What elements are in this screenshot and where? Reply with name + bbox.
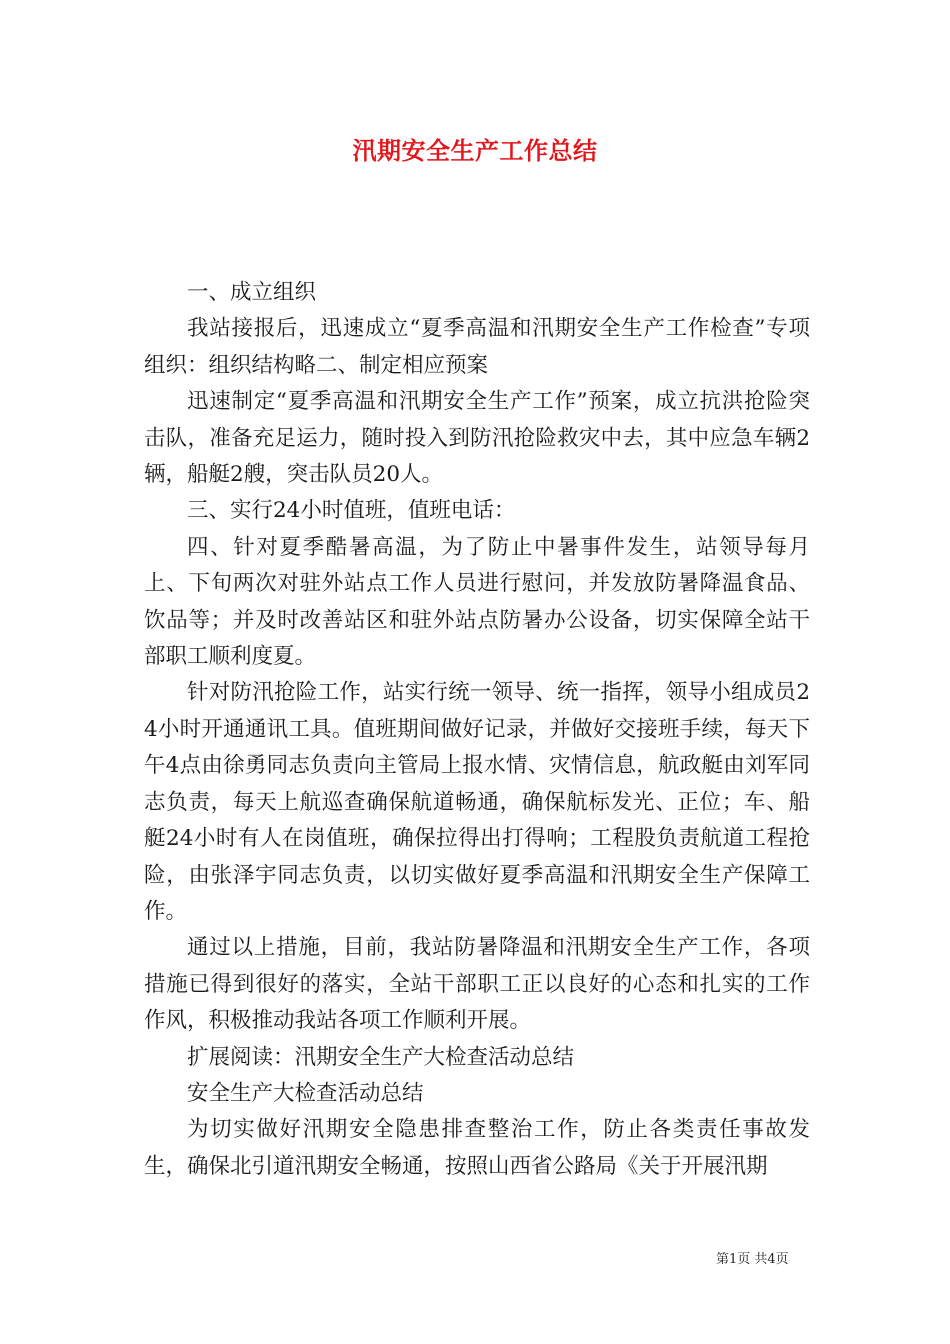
paragraph-10: 为切实做好汛期安全隐患排查整治工作，防止各类责任事故发生，确保北引道汛期安全畅通，按照山西省公路局《关于开展汛期	[144, 1117, 810, 1179]
paragraph-4: 三、实行24小时值班，值班电话：	[187, 498, 516, 524]
paragraph-8: 扩展阅读：汛期安全生产大检查活动总结	[187, 1044, 575, 1070]
paragraph-2: 我站接报后，迅速成立“夏季高温和汛期安全生产工作检查”专项组织：组织结构略二、制定相应预案	[144, 316, 810, 378]
paragraph-6: 针对防汛抢险工作，站实行统一领导、统一指挥，领导小组成员24小时开通通讯工具。值班期间做好记录，并做好交接班手续，每天下午4点由徐勇同志负责向主管局上报水情、灾情信息，航政艇由刘军同志负责，每天上航巡查确保航道畅通，确保航标发光、正位；车、船艇24小时有人在岗值班，确保拉得出打得响；工程股负责航道工程抢险，由张泽宇同志负责，以切实做好夏季高温和汛期安全生产保障工作。	[144, 680, 810, 924]
paragraph-9: 安全生产大检查活动总结	[187, 1080, 424, 1106]
document-body	[144, 275, 810, 1185]
paragraph-7: 通过以上措施，目前，我站防暑降温和汛期安全生产工作，各项措施已得到很好的落实，全站干部职工正以良好的心态和扎实的工作作风，积极推动我站各项工作顺利开展。	[144, 935, 810, 1034]
page-number: 第1页 共4页	[716, 1252, 789, 1267]
document-title: 汛期安全生产工作总结	[352, 136, 598, 165]
paragraph-5: 四、针对夏季酷暑高温，为了防止中暑事件发生，站领导每月上、下旬两次对驻外站点工作人员进行慰问，并发放防暑降温食品、饮品等；并及时改善站区和驻外站点防暑办公设备，切实保障全站干部职工顺利度夏。	[144, 534, 810, 670]
paragraph-3: 迅速制定“夏季高温和汛期安全生产工作”预案，成立抗洪抢险突击队，准备充足运力，随时投入到防汛抢险救灾中去，其中应急车辆2辆，船艇2艘，突击队员20人。	[144, 389, 810, 488]
paragraph-1: 一、成立组织	[187, 280, 317, 305]
